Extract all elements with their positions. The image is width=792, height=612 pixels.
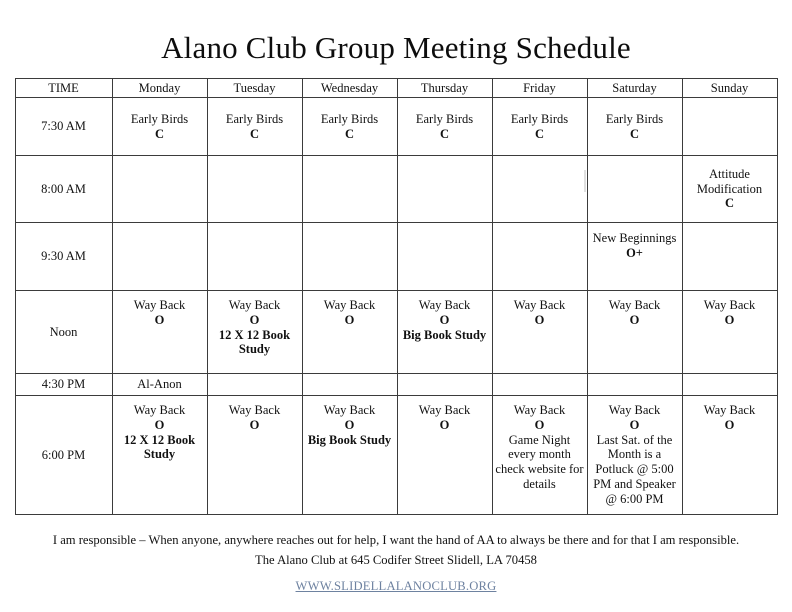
schedule-cell — [207, 374, 302, 396]
page-footer — [35, 515, 757, 595]
meeting-entry — [685, 167, 775, 211]
schedule-cell — [207, 156, 302, 223]
meeting-name: Way Back — [703, 298, 756, 312]
meeting-code: O — [629, 417, 640, 432]
meeting-note: Game Night every month check website for details — [495, 432, 584, 491]
column-header-wednesday: Wednesday — [302, 79, 397, 98]
meeting-name: Way Back — [323, 403, 376, 417]
schedule-cell — [397, 223, 492, 291]
page-title: Alano Club Group Meeting Schedule — [161, 30, 631, 65]
meeting-code: O — [439, 417, 450, 432]
schedule-cell — [682, 396, 777, 515]
column-header-tuesday: Tuesday — [207, 79, 302, 98]
meeting-entry — [400, 112, 490, 142]
meeting-code: O — [724, 312, 735, 327]
column-header-friday: Friday — [492, 79, 587, 98]
time-label: 7:30 AM — [15, 98, 112, 156]
column-header-thursday: Thursday — [397, 79, 492, 98]
meeting-subtitle: 12 X 12 Book Study — [218, 327, 291, 357]
meeting-name: Way Back — [418, 298, 471, 312]
schedule-cell — [682, 156, 777, 223]
meeting-entry — [400, 298, 490, 342]
meeting-name: Early Birds — [415, 111, 474, 126]
time-label: 9:30 AM — [15, 223, 112, 291]
meeting-name: Early Birds — [225, 111, 284, 126]
schedule-cell — [682, 374, 777, 396]
meeting-entry — [685, 298, 775, 328]
schedule-cell — [682, 223, 777, 291]
meeting-entry — [305, 298, 395, 328]
meeting-subtitle: Big Book Study — [307, 432, 392, 447]
meeting-note: Last Sat. of the Month is a Potluck @ 5:00 PM and Speaker @ 6:00 PM — [593, 432, 676, 506]
meeting-code: O — [629, 312, 640, 327]
schedule-cell — [397, 396, 492, 515]
meeting-name: Way Back — [323, 298, 376, 312]
website-link[interactable]: WWW.SLIDELLALANOCLUB.ORG — [295, 579, 497, 594]
table-row — [15, 396, 777, 515]
schedule-cell — [587, 374, 682, 396]
meeting-entry — [115, 377, 205, 392]
meeting-code: O — [344, 312, 355, 327]
meeting-name: Way Back — [133, 298, 186, 312]
table-row — [15, 291, 777, 374]
meeting-entry — [685, 403, 775, 433]
schedule-cell — [397, 156, 492, 223]
meeting-name: Way Back — [228, 298, 281, 312]
schedule-cell — [492, 98, 587, 156]
schedule-cell — [492, 374, 587, 396]
schedule-cell — [207, 291, 302, 374]
meeting-entry — [210, 112, 300, 142]
meeting-name: Way Back — [228, 403, 281, 417]
schedule-cell — [492, 291, 587, 374]
time-label: Noon — [15, 291, 112, 374]
meeting-code: O — [344, 417, 355, 432]
meeting-name: Early Birds — [320, 111, 379, 126]
meeting-entry — [305, 112, 395, 142]
meeting-code: C — [629, 126, 640, 141]
schedule-cell — [302, 98, 397, 156]
schedule-cell — [587, 156, 682, 223]
meeting-entry — [590, 298, 680, 328]
meeting-code: C — [344, 126, 355, 141]
meeting-code: O — [154, 312, 165, 327]
schedule-cell — [112, 98, 207, 156]
schedule-cell — [587, 396, 682, 515]
meeting-entry — [590, 403, 680, 506]
schedule-cell — [302, 223, 397, 291]
schedule-cell — [207, 223, 302, 291]
scan-artifact — [584, 170, 586, 192]
schedule-cell — [682, 98, 777, 156]
table-body — [15, 98, 777, 515]
schedule-cell — [112, 374, 207, 396]
meeting-name: Early Birds — [605, 111, 664, 126]
meeting-code: C — [154, 126, 165, 141]
table-header-row — [15, 79, 777, 98]
meeting-entry — [495, 298, 585, 328]
schedule-cell — [397, 98, 492, 156]
meeting-name: Al-Anon — [137, 377, 182, 392]
meeting-code: C — [439, 126, 450, 141]
meeting-code: C — [724, 196, 735, 211]
column-header-monday: Monday — [112, 79, 207, 98]
meeting-name: Way Back — [513, 298, 566, 312]
schedule-cell — [492, 223, 587, 291]
meeting-code: O — [249, 417, 260, 432]
schedule-cell — [492, 156, 587, 223]
table-row — [15, 156, 777, 223]
meeting-code: O+ — [626, 245, 643, 260]
column-header-saturday: Saturday — [587, 79, 682, 98]
schedule-cell — [302, 156, 397, 223]
meeting-name: Way Back — [133, 403, 186, 417]
meeting-name: Early Birds — [510, 111, 569, 126]
schedule-cell — [397, 291, 492, 374]
table-row — [15, 223, 777, 291]
responsibility-statement: I am responsible – When anyone, anywhere reaches out for help, I want the hand of AA to always be there and for that I am responsible. — [52, 533, 740, 547]
meeting-code: C — [249, 126, 260, 141]
schedule-cell — [587, 291, 682, 374]
meeting-code: O — [724, 417, 735, 432]
meeting-entry — [115, 298, 205, 328]
meeting-entry — [210, 403, 300, 433]
meeting-code: O — [154, 417, 165, 432]
schedule-cell — [112, 223, 207, 291]
schedule-cell — [587, 223, 682, 291]
time-label: 4:30 PM — [15, 374, 112, 396]
time-label: 8:00 AM — [15, 156, 112, 223]
column-header-sunday: Sunday — [682, 79, 777, 98]
meeting-entry — [400, 403, 490, 433]
schedule-cell — [112, 291, 207, 374]
club-address: The Alano Club at 645 Codifer Street Slidell, LA 70458 — [255, 552, 537, 567]
meeting-entry — [115, 403, 205, 462]
meeting-subtitle: Big Book Study — [402, 327, 487, 342]
schedule-cell — [492, 396, 587, 515]
meeting-name: Way Back — [703, 403, 756, 417]
meeting-name: Way Back — [608, 298, 661, 312]
meeting-code: C — [534, 126, 545, 141]
meeting-name: Way Back — [418, 403, 471, 417]
meeting-entry — [590, 231, 680, 261]
schedule-cell — [207, 98, 302, 156]
schedule-cell — [302, 396, 397, 515]
meeting-code: O — [439, 312, 450, 327]
schedule-cell — [302, 291, 397, 374]
meeting-entry — [495, 403, 585, 492]
meeting-name: New Beginnings — [592, 231, 677, 245]
meeting-entry — [115, 112, 205, 142]
schedule-cell — [397, 374, 492, 396]
schedule-cell — [112, 396, 207, 515]
schedule-cell — [112, 156, 207, 223]
meeting-subtitle: 12 X 12 Book Study — [123, 432, 196, 462]
schedule-cell — [302, 374, 397, 396]
schedule-cell — [207, 396, 302, 515]
table-row — [15, 374, 777, 396]
time-label: 6:00 PM — [15, 396, 112, 515]
meeting-entry — [590, 112, 680, 142]
column-header-time: TIME — [15, 79, 112, 98]
table-row — [15, 98, 777, 156]
schedule-cell — [682, 291, 777, 374]
meeting-entry — [210, 298, 300, 357]
meeting-code: O — [534, 417, 545, 432]
meeting-entry — [495, 112, 585, 142]
meeting-name: Way Back — [513, 403, 566, 417]
meeting-name: Attitude Modification — [696, 166, 763, 196]
meeting-code: O — [249, 312, 260, 327]
schedule-cell — [587, 98, 682, 156]
meeting-code: O — [534, 312, 545, 327]
meeting-name: Way Back — [608, 403, 661, 417]
meeting-schedule-table — [15, 78, 778, 515]
meeting-entry — [305, 403, 395, 447]
meeting-name: Early Birds — [130, 111, 189, 126]
